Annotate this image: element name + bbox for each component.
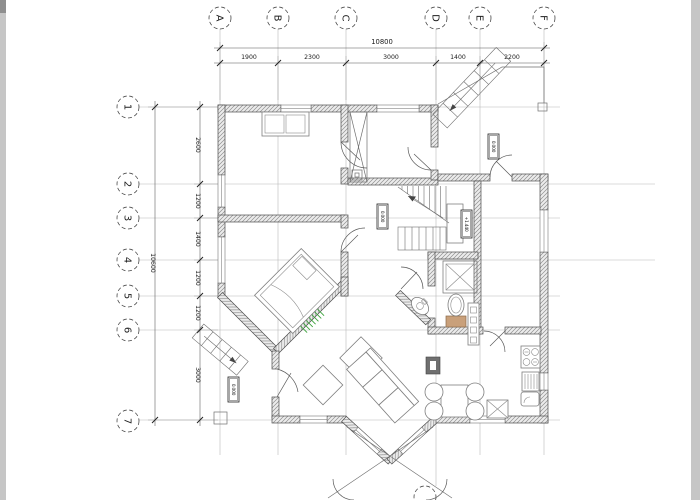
dim-left-1: 2600 xyxy=(194,137,201,153)
dim-left-2: 1200 xyxy=(194,193,201,209)
dimension-chain-top xyxy=(214,38,550,100)
elevation-marker-sw xyxy=(228,377,239,402)
elevation-marker-entry xyxy=(488,134,499,159)
dim-left-6: 3000 xyxy=(194,367,201,383)
sink xyxy=(408,293,433,318)
column-bubbles xyxy=(209,7,555,500)
svg-text:0.000: 0.000 xyxy=(379,210,384,223)
sofa xyxy=(347,348,419,423)
dim-left-total: 10600 xyxy=(149,253,156,273)
row-bubbles xyxy=(117,96,139,432)
side-table-1 xyxy=(303,365,343,405)
bubble-1-label: 1 xyxy=(121,103,133,111)
dim-top-total: 10800 xyxy=(371,38,393,46)
bubble-D-label: D xyxy=(429,14,441,22)
bubble-5-label: 5 xyxy=(121,292,133,300)
bubble-A-label: A xyxy=(213,14,225,22)
flue-shaft xyxy=(350,112,367,182)
kitchen-sink xyxy=(521,392,539,406)
bubble-6-label: 6 xyxy=(121,326,133,334)
svg-text:0.000: 0.000 xyxy=(490,140,495,153)
living-room xyxy=(303,337,418,423)
stove xyxy=(521,346,540,368)
dining-set xyxy=(425,383,508,420)
elevation-marker-hall xyxy=(377,204,388,229)
elevation-marker-landing xyxy=(461,210,472,238)
bed xyxy=(255,249,340,334)
dim-left-5: 1200 xyxy=(194,305,201,321)
shower xyxy=(443,261,477,293)
dim-top-1: 1900 xyxy=(241,54,257,61)
dim-left-3: 1400 xyxy=(194,231,201,247)
bubble-7-label: 7 xyxy=(121,417,133,425)
kitchen xyxy=(425,346,540,420)
dim-top-4: 1400 xyxy=(450,54,466,61)
bubble-E-label: E xyxy=(473,14,485,22)
dimension-chain-left xyxy=(148,101,218,426)
bubble-2-label: 2 xyxy=(121,180,133,188)
kitchen-radiator xyxy=(522,372,539,391)
toilet xyxy=(446,294,466,327)
bubble-B-label: B xyxy=(271,14,283,22)
towel-radiator xyxy=(468,303,479,345)
terrace xyxy=(328,427,452,500)
dim-top-3: 3000 xyxy=(383,54,399,61)
bubble-3-label: 3 xyxy=(121,214,133,222)
bubble-4-label: 4 xyxy=(121,256,133,264)
dim-top-5: 2200 xyxy=(504,54,520,61)
bubble-bottom xyxy=(414,486,436,500)
entry-stair xyxy=(433,47,511,127)
svg-text:+1.440: +1.440 xyxy=(463,216,468,232)
bubble-F-label: F xyxy=(537,15,549,21)
dim-left-4: 1200 xyxy=(194,270,201,286)
svg-text:0.000: 0.000 xyxy=(230,383,235,396)
dim-top-2: 2300 xyxy=(304,54,320,61)
bubble-C-label: C xyxy=(339,14,351,22)
wardrobe xyxy=(262,112,309,136)
